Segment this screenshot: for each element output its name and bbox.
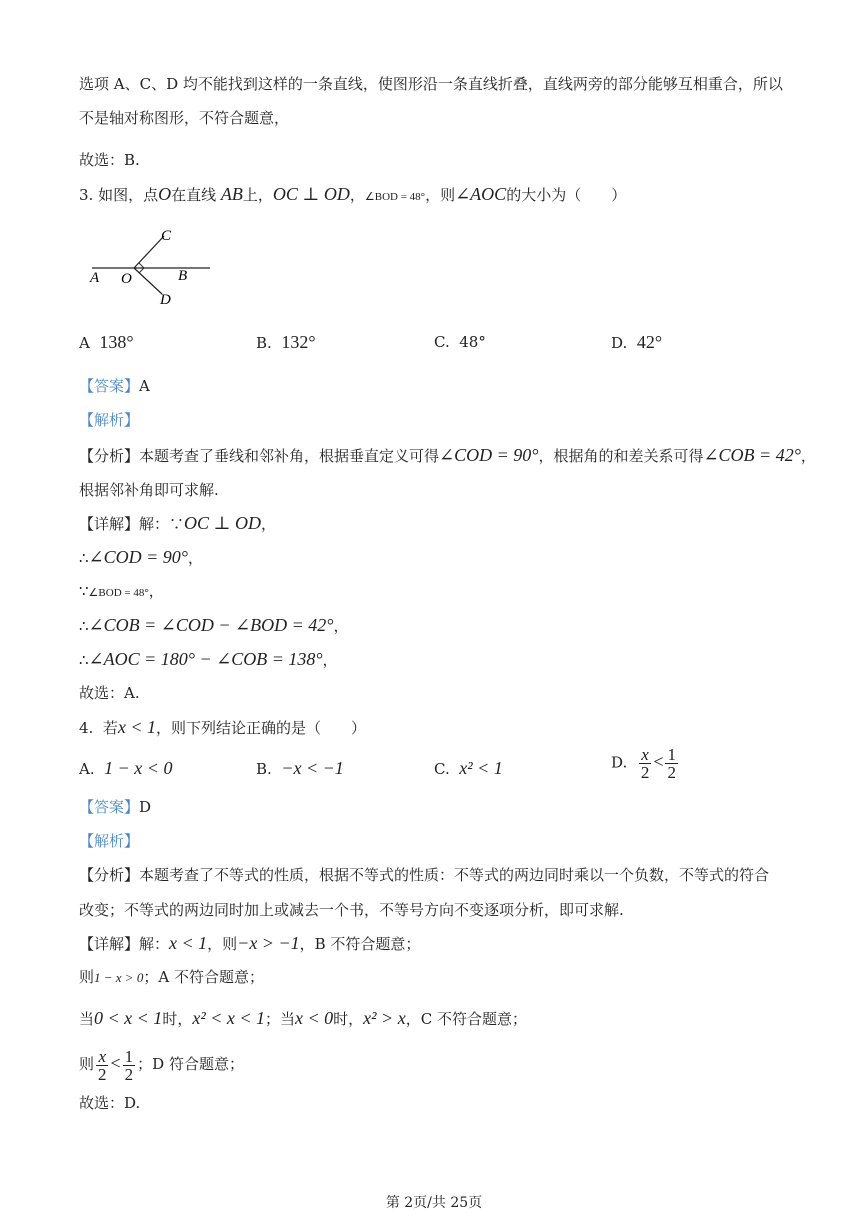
fraction: $\frac{1}{2}$ <box>124 1046 134 1084</box>
fraction: $\frac{x}{2}$ <box>98 1046 107 1084</box>
detail-line: 【详解】解：∵OC ⊥ OD， <box>79 513 276 533</box>
fraction: $\frac{x}{2}$ <box>640 745 650 782</box>
step-line: ∴∠COD = 90°， <box>79 547 203 567</box>
math-expr: x² < x < 1 <box>192 1008 265 1028</box>
angle-aoc-expr: ∠AOC <box>455 184 507 204</box>
step-line: 当0 < x < 1时，x² < x < 1；当x < 0时，x² > x，C 不符合题意； <box>79 1008 527 1028</box>
math-expr: ∠COB = ∠COD − ∠BOD = 42° <box>88 615 334 635</box>
choose-line: 故选：D. <box>79 1094 141 1112</box>
line-ab: AB <box>220 184 243 204</box>
math-expr: OC ⊥ OD <box>184 513 261 533</box>
question-number: 3. <box>79 186 94 204</box>
analysis-tag: 【解析】 <box>79 411 140 429</box>
math-expr: x < 1 <box>169 933 208 953</box>
answer-line <box>79 376 150 396</box>
stem-text: 在直线 <box>171 186 217 204</box>
answer-value: A <box>139 377 150 395</box>
label-c: C <box>161 228 172 244</box>
question-4-stem: 4. 若x < 1，则下列结论正确的是（ ） <box>79 717 367 737</box>
stem-text: 如图，点 <box>98 186 159 204</box>
stem-text: 上， <box>242 186 273 204</box>
detail-line: 【详解】解：x < 1，则−x > −1，B 不符合题意； <box>79 933 421 953</box>
math-expr: −x > −1 <box>237 933 300 953</box>
answer-tag: 【答案】 <box>79 798 140 816</box>
math-expr: ∠AOC = 180° − ∠COB = 138° <box>88 649 323 669</box>
stem-text: ，则 <box>425 186 456 204</box>
option-a: A. 1 − x < 0 <box>79 758 173 778</box>
option-d: D. $\frac{x}{2}$ < $\frac{1}{2}$ <box>611 745 676 782</box>
stem-text: ， <box>349 186 365 204</box>
analysis-line: 改变；不等式的两边同时加上或减去一个书，不等号方向不变逐项分析，即可求解. <box>79 901 624 919</box>
label-a: A <box>90 270 100 286</box>
label-o: O <box>121 271 132 287</box>
ray-oc <box>134 236 164 268</box>
answer-line <box>79 797 151 817</box>
question-number: 4. <box>79 719 94 737</box>
analysis-tag: 【解析】 <box>79 832 140 850</box>
choose-line: 故选：B. <box>79 151 140 169</box>
math-expr: x < 1 <box>117 717 157 737</box>
math-expr: 1 − x > 0 <box>94 970 144 985</box>
option-b: B. −x < −1 <box>256 758 344 778</box>
paragraph-line: 选项 A、C、D 均不能找到这样的一条直线，使图形沿一条直线折叠，直线两旁的部分能够互相重合，所以 <box>79 75 783 93</box>
option-a: A 138° <box>79 332 134 352</box>
analysis-line: 【分析】本题考查了不等式的性质，根据不等式的性质：不等式的两边同时乘以一个负数，不等式的符合 <box>79 866 770 884</box>
answer-value: D <box>139 798 152 816</box>
math-expr: ∠COB = 42° <box>703 445 801 465</box>
fraction: $\frac{1}{2}$ <box>667 745 676 782</box>
step-line: 则1 − x > 0；A 不符合题意； <box>79 968 264 986</box>
step-line: ∴∠COB = ∠COD − ∠BOD = 42°， <box>79 615 349 635</box>
math-expr: x² > x <box>363 1008 406 1028</box>
page-footer: 第 2页/共 25页 <box>385 1195 483 1211</box>
math-expr: ∠BOD = 48° <box>88 587 149 599</box>
perp-expr: OC ⊥ OD <box>272 184 350 204</box>
answer-tag: 【答案】 <box>79 377 140 395</box>
math-expr: ∠COD = 90° <box>88 547 188 567</box>
math-expr: ∠COD = 90° <box>439 445 539 465</box>
choose-line: 故选：A. <box>79 684 140 702</box>
option-c: C. 48° <box>434 333 486 351</box>
label-d: D <box>160 292 171 308</box>
ray-od <box>134 268 162 294</box>
math-expr: 0 < x < 1 <box>94 1008 163 1028</box>
point-o: O <box>158 184 172 204</box>
paragraph-line: 不是轴对称图形，不符合题意， <box>79 109 290 127</box>
step-line: 则 $\frac{x}{2}$ < $\frac{1}{2}$ ；D 符合题意； <box>79 1046 244 1084</box>
geometry-figure <box>84 222 224 312</box>
label-b: B <box>178 268 188 284</box>
stem-text: 的大小为（ ） <box>506 186 627 204</box>
question-3-stem <box>79 184 626 207</box>
analysis-line: 根据邻补角即可求解. <box>79 481 219 499</box>
option-b: B. 132° <box>256 332 316 352</box>
option-c: C. x² < 1 <box>434 758 503 778</box>
math-expr: x < 0 <box>295 1008 334 1028</box>
angle-bod-expr: ∠BOD = 48° <box>364 191 426 203</box>
analysis-line: 【分析】本题考查了垂线和邻补角，根据垂直定义可得∠COD = 90°，根据角的和差关系可得∠COB = 42°， <box>79 445 816 465</box>
step-line: ∴∠AOC = 180° − ∠COB = 138°， <box>79 649 338 669</box>
step-line: ∵∠BOD = 48°， <box>79 582 164 600</box>
option-d: D. 42° <box>611 332 663 352</box>
